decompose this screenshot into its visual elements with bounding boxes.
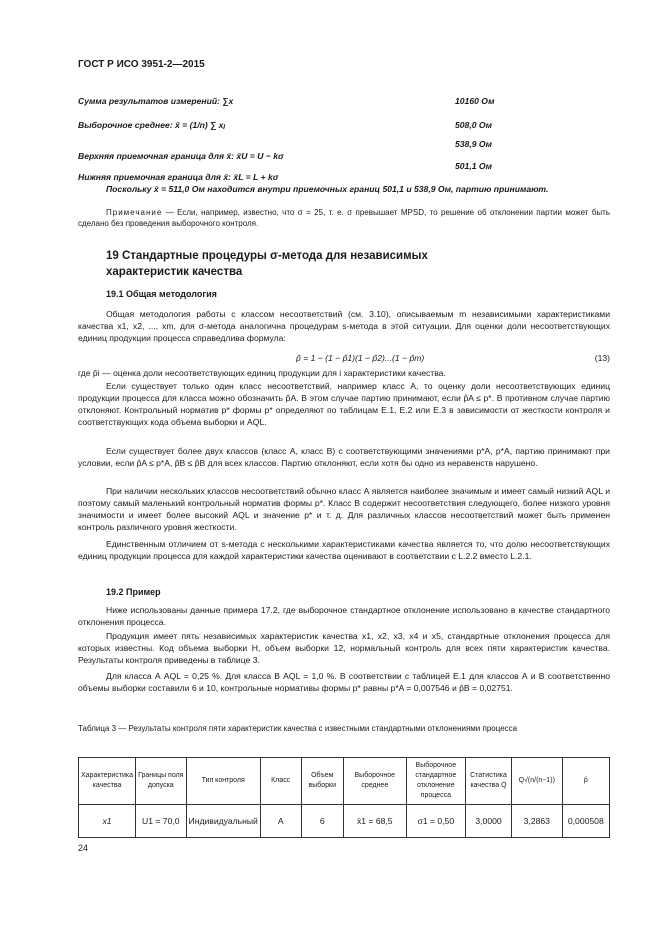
col-sample-mean: Выборочное среднее — [343, 758, 406, 805]
paragraph-methodology: Общая методология работы с классом несоответствий (см. 3.10), описываемым m независимыми характеристиками качества x1, x2, ..., xm, для σ-метода аналогична процедурам s-метода в этой ситуации. Для оценки доли несоответствующих единиц продукции процесса справедлива формула: — [78, 309, 610, 344]
paragraph-aql: Для класса А AQL = 0,25 %. Для класса В AQL = 1,0 %. В соответствии с таблицей Е.1 для классов А и В соответственно объемы выборки составили 6 и 10, контрольные нормативы формы p* равны p*A = 0,007546 и p̂B = 0,02751. — [78, 671, 610, 694]
document-header: ГОСТ Р ИСО 3951-2—2015 — [78, 59, 205, 70]
cell-p-hat: 0,000508 — [562, 805, 609, 838]
paragraph-several-classes: При наличии нескольких классов несоответствий обычно класс А является наиболее значимым и имеет самый низкий AQL и поэтому самый маленький контрольный норматив формы p*. Класс В содержит несоответствия следующего, более низкого уровня значимости и имеет более высокий AQL и значение p* и т. д. Для различных классов несоответствий может быть применен контроль различного уровня жесткости. — [78, 486, 610, 533]
table-3-caption: Таблица 3 — Результаты контроля пяти характеристик качества с известными стандартными отклонениями процесса — [78, 724, 518, 733]
subsection-19-2-heading: 19.2 Пример — [106, 587, 161, 597]
col-q-adjusted: Q√(n/(n−1)) — [512, 758, 563, 805]
note-text: — Если, например, известно, что σ = 25, т. е. σ превышает MPSD, то решение об отклонении партии может быть сделано без проведения выборочного контроля. — [78, 208, 610, 229]
lower-label: Нижняя приемочная граница для x̄: x̄L = L + kσ — [78, 172, 279, 182]
formula-number: (13) — [594, 353, 610, 363]
subsection-19-2-title — [106, 586, 161, 599]
col-inspection-type: Тип контроля — [186, 758, 260, 805]
cell-sample-mean: x̄1 = 68,5 — [343, 805, 406, 838]
note-tag: Примечание — [106, 208, 163, 217]
paragraph-where: где p̂i — оценка доли несоответствующих единиц продукции для i характеристики качества. — [78, 368, 446, 378]
cell-process-sd: σ1 = 0,50 — [406, 805, 466, 838]
col-q-statistic: Статистика качества Q — [466, 758, 512, 805]
section-19-title-line1: 19 Стандартные процедуры σ-метода для независимых — [106, 250, 428, 262]
table-row — [79, 805, 610, 838]
col-tolerance: Границы поля допуска — [136, 758, 186, 805]
col-sample-size: Объем выборки — [301, 758, 343, 805]
subsection-19-1-title — [106, 288, 217, 301]
col-p-hat: p̂ — [562, 758, 609, 805]
section-19-title — [106, 249, 586, 280]
table-header-row — [79, 758, 610, 805]
lower-value: 501,1 Ом — [455, 161, 493, 171]
paragraph-example-data: Ниже использованы данные примера 17.2, где выборочное стандартное отклонение использовано в качестве стандартного отклонения процесса. — [78, 605, 610, 628]
cell-tolerance: U1 = 70,0 — [136, 805, 186, 838]
conclusion: Поскольку x̄ = 511,0 Ом находится внутри приемочных границ 501,1 и 538,9 Ом, партию принимают. — [106, 184, 549, 194]
cell-class: А — [260, 805, 301, 838]
sum-value: 10160 Ом — [455, 96, 495, 106]
cell-q-adjusted: 3,2863 — [512, 805, 563, 838]
paragraph-difference: Единственным отличием от s-метода с несколькими характеристиками качества является то, что долю несоответствующих единиц продукции процесса для каждой характеристики качества оценивают в соответствии с L.2.2 вместо L.2.1. — [78, 539, 610, 562]
col-class: Класс — [260, 758, 301, 805]
results-table — [78, 757, 610, 838]
subsection-19-1-heading: 19.1 Общая методология — [106, 289, 217, 299]
paragraph-one-class: Если существует только один класс несоответствий, например класс А, то оценку доли несоответствующих единиц продукции процесса для класса можно обозначить p̂A. В этом случае партию принимают, если p̂A ≤ p*. В противном случае партию отклоняют. Контрольный норматив p* формы p* определяют по таблицам Е.1, Е.2 или Е.3 в зависимости от жесткости контроля и соответствующих кода объема выборки и AQL. — [78, 381, 610, 428]
cell-inspection-type: Индивидуальный — [186, 805, 260, 838]
note-block — [78, 207, 610, 229]
paragraph-two-classes: Если существует более двух классов (класс А, класс В) с соответствующими значениями p*A, p*A, партию принимают при условии, если p̂A ≤ p*A, p̂B ≤ p̂B для всех классов. Партию отклоняют, если хотя бы одно из неравенств нарушено. — [78, 446, 610, 469]
col-process-sd: Выборочное стандартное отклонение процесса — [406, 758, 466, 805]
mean-value: 508,0 Ом — [455, 120, 493, 130]
sum-label: Сумма результатов измерений: ∑x — [78, 96, 234, 106]
cell-q-statistic: 3,0000 — [466, 805, 512, 838]
paragraph-characteristics: Продукция имеет пять независимых характеристик качества x1, x2, x3, x4 и x5, стандартные отклонения процесса для которых известны. Код объема выборки Н, объем выборки 12, нормальный контроль для всех пяти характеристик качества. Результаты контроля приведены в таблице 3. — [78, 631, 610, 666]
upper-label: Верхняя приемочная граница для x̄: x̄U = U − kσ — [78, 151, 284, 161]
upper-value: 538,9 Ом — [455, 139, 493, 149]
cell-characteristic: x1 — [79, 805, 136, 838]
section-19-title-line2: характеристик качества — [106, 265, 243, 278]
page-number: 24 — [78, 843, 89, 853]
cell-sample-size: 6 — [301, 805, 343, 838]
col-characteristic: Характеристика качества — [79, 758, 136, 805]
mean-label: Выборочное среднее: x̄ = (1/n) ∑ xⱼ — [78, 120, 226, 130]
formula-expression: p̂ = 1 − (1 − p̂1)(1 − p̂2)...(1 − p̂m) — [296, 353, 425, 363]
